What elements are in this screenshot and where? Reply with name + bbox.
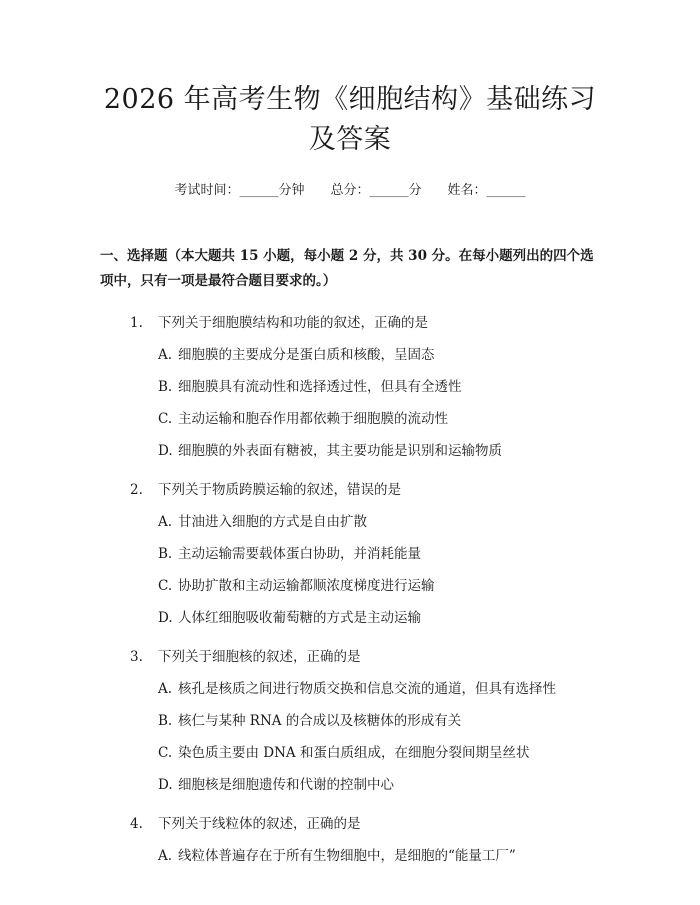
question-list [100,313,600,866]
option-a [100,846,600,866]
option-text: 主动运输和胞吞作用都依赖于细胞膜的流动性 [178,411,448,427]
option-label: C. [158,745,173,761]
question-4 [100,814,600,866]
question-number: 2. [130,482,143,498]
option-text: 协助扩散和主动运输都顺浓度梯度进行运输 [178,578,435,594]
question-stem [100,313,600,333]
option-d [100,441,600,461]
question-stem [100,480,600,500]
page-title: 2026 年高考生物《细胞结构》基础练习及答案 [103,84,597,155]
question-text: 下列关于物质跨膜运输的叙述，错误的是 [158,482,401,498]
option-label: A. [158,681,173,697]
option-text: 细胞膜具有流动性和选择透过性，但具有全透性 [178,379,462,395]
question-3 [100,647,600,795]
student-name-field: 姓名：______ [447,183,526,198]
question-stem [100,647,600,667]
option-c [100,409,600,429]
option-label: A. [158,514,173,530]
question-number: 4. [130,816,143,832]
question-text: 下列关于线粒体的叙述，正确的是 [158,816,361,832]
question-number: 3. [130,649,143,665]
option-text: 核仁与某种 RNA 的合成以及核糖体的形成有关 [178,713,462,729]
option-label: C. [158,578,173,594]
option-b [100,544,600,564]
question-text: 下列关于细胞核的叙述，正确的是 [158,649,361,665]
exam-info [100,181,600,201]
option-a [100,345,600,365]
question-number: 1. [130,315,143,331]
option-text: 染色质主要由 DNA 和蛋白质组成，在细胞分裂间期呈丝状 [178,745,530,761]
option-label: A. [158,848,173,864]
option-label: D. [158,610,173,626]
option-text: 细胞膜的外表面有糖被，其主要功能是识别和运输物质 [178,443,502,459]
option-label: B. [158,546,173,562]
option-label: D. [158,443,173,459]
option-label: C. [158,411,173,427]
exam-time-field: 考试时间：______分钟 [174,183,305,198]
option-text: 甘油进入细胞的方式是自由扩散 [178,514,367,530]
option-label: B. [158,713,173,729]
question-2 [100,480,600,628]
option-c [100,743,600,763]
section-heading: 一、选择题（本大题共 15 小题，每小题 2 分，共 30 分。在每小题列出的四个选项中，只有一项是最符合题目要求的。） [100,248,594,289]
option-a [100,512,600,532]
option-label: B. [158,379,173,395]
option-c [100,576,600,596]
option-label: A. [158,347,173,363]
option-a [100,679,600,699]
option-label: D. [158,777,173,793]
option-b [100,377,600,397]
question-stem [100,814,600,834]
question-text: 下列关于细胞膜结构和功能的叙述，正确的是 [158,315,428,331]
option-text: 细胞核是细胞遗传和代谢的控制中心 [178,777,394,793]
option-text: 核孔是核质之间进行物质交换和信息交流的通道，但具有选择性 [178,681,556,697]
option-text: 主动运输需要载体蛋白协助，并消耗能量 [178,546,421,562]
question-1 [100,313,600,461]
option-text: 细胞膜的主要成分是蛋白质和核酸，呈固态 [178,347,435,363]
option-d [100,608,600,628]
option-text: 线粒体普遍存在于所有生物细胞中，是细胞的“能量工厂” [178,848,516,864]
total-score-field: 总分：______分 [330,183,422,198]
option-b [100,711,600,731]
option-d [100,775,600,795]
option-text: 人体红细胞吸收葡萄糖的方式是主动运输 [178,610,421,626]
